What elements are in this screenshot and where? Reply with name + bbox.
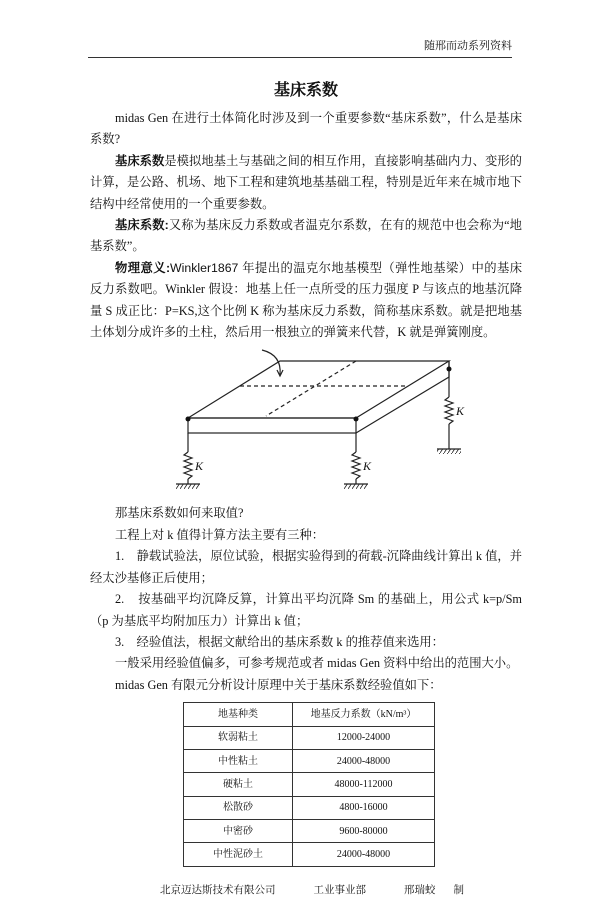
cell: 硬粘土 xyxy=(184,773,293,796)
header-cell: 地基种类 xyxy=(184,703,293,726)
method-item xyxy=(90,589,522,632)
cell: 12000-24000 xyxy=(293,726,435,749)
ground-hatch xyxy=(437,449,461,454)
slab-front xyxy=(188,418,356,433)
cell: 48000-112000 xyxy=(293,773,435,796)
definition-paragraph xyxy=(90,151,522,215)
page-title: 基床系数 xyxy=(273,80,338,99)
text: 经验值法，根据文献给出的基床系数 k 的推荐值来选用： xyxy=(136,634,444,649)
cell: 中性粘土 xyxy=(184,749,293,772)
spring-label: K xyxy=(456,404,465,419)
cell: 4800-16000 xyxy=(293,796,435,819)
slab-side xyxy=(356,361,449,433)
alias-paragraph xyxy=(90,215,522,258)
header-series: 随邢而动系列资料 xyxy=(424,40,512,52)
term: 基床系数: xyxy=(115,218,169,233)
text: 又称为基床反力系数或者温克尔系数，在有的规范中也会称为“地基系数”。 xyxy=(90,218,522,254)
term: 物理意义: xyxy=(115,260,171,275)
body-part-1 xyxy=(90,108,522,343)
footer-company: 北京迈达斯技术有限公司 xyxy=(160,884,276,896)
spring-label: K xyxy=(363,459,372,474)
cell: 9600-80000 xyxy=(293,820,435,843)
cell: 24000-48000 xyxy=(293,749,435,772)
table-row xyxy=(184,820,435,843)
ground-hatch xyxy=(344,484,368,489)
footer-author: 邢瑞蛟 xyxy=(404,884,436,896)
text: 静载试验法，原位试验，根据实验得到的荷载-沉降曲线计算出 k 值，并经太沙基修正后使用； xyxy=(90,549,523,585)
spring-label: K xyxy=(195,459,204,474)
ground-hatch xyxy=(176,484,200,489)
text: Winkler 假设：地基上任一点所受的压力强度 P 与该点的地基沉降量 S 成正比：P=KS,这个比例 K 称为基床反力系数，简称基床系数。就是把地基土体划分成许多的土柱，然后用一根独立的弹簧来代替，K 就是弹簧刚度。 xyxy=(90,282,522,340)
coefficient-table xyxy=(183,702,435,867)
question: 那基床系数如何来取值? xyxy=(115,506,244,521)
note: 一般采用经验值偏多，可参考规范或者 midas Gen 资料中给出的范围大小。 xyxy=(115,656,519,671)
header-rule xyxy=(88,57,512,58)
winkler-foundation-diagram xyxy=(90,347,522,497)
cell: 24000-48000 xyxy=(293,843,435,866)
table-row xyxy=(184,796,435,819)
footer-made: 制 xyxy=(453,884,464,896)
table-row xyxy=(184,749,435,772)
cell: 中性泥砂土 xyxy=(184,843,293,866)
cell: 软弱粘土 xyxy=(184,726,293,749)
num: 3. xyxy=(115,634,125,649)
footer-dept: 工业事业部 xyxy=(313,884,366,896)
method-item xyxy=(90,632,522,653)
num: 1. xyxy=(115,549,125,564)
slab-top xyxy=(188,361,449,418)
term: 基床系数 xyxy=(115,153,165,168)
table-row xyxy=(184,773,435,796)
table-row xyxy=(184,726,435,749)
table-header xyxy=(184,703,435,726)
methods-intro: 工程上对 k 值得计算方法主要有三种： xyxy=(115,527,325,542)
table-intro: midas Gen 有限元分析设计原理中关于基床系数经验值如下： xyxy=(115,677,442,692)
intro-paragraph: midas Gen 在进行土体简化时涉及到一个重要参数“基床系数”，什么是基床系数? xyxy=(90,111,522,147)
num: 2. xyxy=(115,592,125,607)
text: 是模拟地基土与基础之间的相互作用，直接影响基础内力、变形的计算，是公路、机场、地下工程和建筑地基基础工程，特别是近年来在城市地下结构中经常使用的一个重要参数。 xyxy=(90,153,522,211)
body-part-2 xyxy=(90,503,522,696)
cell: 中密砂 xyxy=(184,820,293,843)
header-cell: 地基反力系数（kN/m³） xyxy=(293,703,435,726)
table-row xyxy=(184,843,435,866)
cell: 松散砂 xyxy=(184,796,293,819)
method-item xyxy=(90,546,522,589)
physical-meaning-paragraph xyxy=(90,258,522,344)
text: Winkler1867 年提出的温克尔地基模型（弹性地基梁）中的基床反力系数吧。 xyxy=(90,260,522,297)
text: 按基础平均沉降反算，计算出平均沉降 Sm 的基础上，用公式 k=p/Sm（p 为基底平均附加压力）计算出 k 值； xyxy=(90,592,522,628)
footer xyxy=(160,883,522,899)
